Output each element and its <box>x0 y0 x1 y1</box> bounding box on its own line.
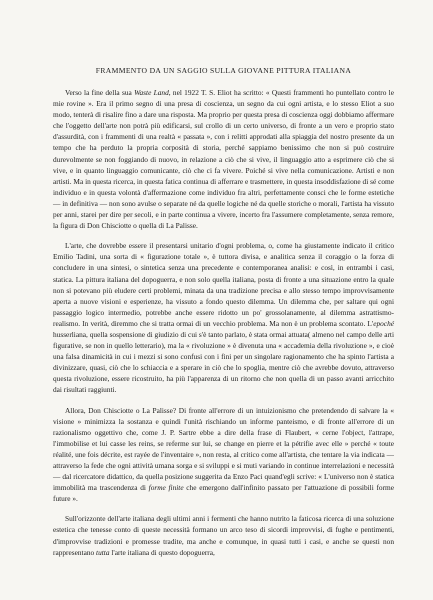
paragraph-2 <box>53 240 394 395</box>
italic-text: forme finite <box>148 483 184 493</box>
paragraph-text: L'arte, che dovrebbe essere il presentarsi unitario d'ogni problema, o, come ha giustamente indicato il critico Emilio Tadini, una sorta di « figurazione totale », è tuttora divisa, e analitica senza il coraggio o la forza di concludere in una sintesi, o sintetica senza una precedente e contemporanea analisi: e così, in entrambi i casi, statica. La pittura italiana del dopoguerra, e non solo quella italiana, posta di fronte a una situazione entro la quale non si potevano più eludere certi problemi, minata da una tradizione precisa e allo stesso tempo improvvisamente aperta a nuove visioni e esperienze, ha vissuto a fondo questo dilemma. Un dilemma che, per saltare qui ogni passaggio logico intermedio, potrebbe anche essere ridotto un po' grossolanamente, al dilemma astrattismo-realismo. In verità, diremmo che si tratta ormai di un vecchio problema. Ma non è un problema scontato. L' <box>53 241 394 328</box>
paragraph-text: , nel 1922 T. S. Eliot ha scritto: « Questi frammenti ho puntellato contro le mie rovine ». Era il primo segno di una presa di coscienza, un segno da cui ogni artista, e lo stesso Eliot a suo modo, tenterà di risalire fino a dare una risposta. Ma proprio per questa presa di coscienza oggi dobbiamo affermare che l'oggetto dell'arte non potrà più edificarsi, sul crollo di un certo universo, di fronte a un vero e proprio stato d'assurdità, con i frammenti di una realtà « passata », con i relitti approdati alla spiaggia del nostro presente da un tempo che ha perduto la propria corposità di storia, perché sappiamo benissimo che non si può costruire durevolmente se non foggiando di nuovo, in relazione a ciò che si vive, il linguaggio atto a esprimere ciò che si vive, e in quanto linguaggio comunicante, ciò che ci fa vivere. Poiché si vive nella comunicazione. Artisti e non artisti. Ma in questa ricerca, in questa fatica continua di afferrare e trasmettere, in questa insoddisfazione di sé come individuo e in questa volontà d'affermazione come individuo fra altri, perfettamente consci che le forme estetiche — in definitiva — non sono avulse o separate né da quelle logiche né da quelle storiche o morali, l'artista ha vissuto per anni, starei per dire per secoli, e in parte continua a vivere, incerto fra l'assumere completamente, senza remore, la figura di Don Chisciotte o quella di La Palisse. <box>53 88 394 231</box>
italic-text: epoché <box>373 318 394 328</box>
paragraph-4 <box>53 513 394 557</box>
paragraph-text: husserliana, quella sospensione di giudizio di cui s'è tanto parlato, è stata ormai attuata( almeno nel campo delle arti figurative, se non in quello letterario), ma la « rivoluzione » è divenuta una « accademia della rivoluzione », e cioè una falsa dinamicità in cui i mezzi si sono confusi con i fini per un singolare ragionamento che ha spinto l'artista a divinizzare, quasi, ciò che lo schiaccia e a sperare in ciò che lo spoglia, mentre ciò che avrebbe dovuto, attraverso questa rivoluzione, essere ricostruito, ha più l'apparenza di un ritorno che non quella di un passo avanti arricchito dai risultati raggiunti. <box>53 329 394 395</box>
paragraph-text: Sull'orizzonte dell'arte italiana degli ultimi anni i fermenti che hanno nutrito la faticosa ricerca di una soluzione estetica che tenesse conto di queste necessità formano un arco teso di sicordi improvvisi, di fughe e pentimenti, d'improvvise tradizioni e promesse tradite, ma anche e comunque, in quasi tutti i casi, e anche se questi non rappresentano <box>53 514 394 557</box>
paragraph-text: che emergono dall'infinito passato per l'attuazione di possibili forme future ». <box>53 483 394 504</box>
italic-text: tutta <box>96 547 110 557</box>
paragraph-3 <box>53 405 394 505</box>
paragraph-text: Allora, Don Chisciotte o La Palisse? Di fronte all'errore di un intuizionismo che pretendendo di salvare la « visione » minimizza la sostanza e quindi l'unità rischiando un informe panteismo, e di fronte all'errore di un razionalismo oggettivo che, come J. P. Sartre ebbe a dire della frase di Flaubert, « cerne l'object, l'attrape, l'immobilise et lui casse les reins, se referme sur lui, se change en pierre et la pétrifie avec elle » perché « toute réalité, une fois décrite, est rayée de l'inventaire », non resta, al critico come all'artista, che tentare la via indicata — attraverso la fede che ogni attività umana sorga e si sviluppi e si muti variando in continue interrelazioni e necessità — dal ricercatore didattico, da quella posizione suggerita da Enzo Paci quand'egli scrive: « L'universo non è statica immobilità ma trascendenza di <box>53 405 394 493</box>
paragraph-text: l'arte italiana di questo dopoguerra, <box>109 547 215 557</box>
italic-text: Waste Land <box>134 88 169 97</box>
document-title: FRAMMENTO DA UN SAGGIO SULLA GIOVANE PITTURA ITALIANA <box>95 66 352 75</box>
paragraph-text: Verso la fine della sua <box>65 88 135 97</box>
paragraph-1 <box>53 87 394 231</box>
